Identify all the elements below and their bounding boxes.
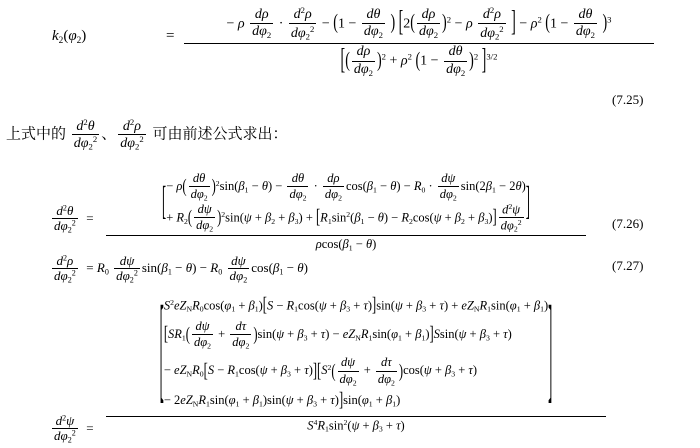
text-separator: 、 xyxy=(101,124,117,143)
equation-7-25-denominator: [( $\frac{d\rho}{d\varphi 2}$ )$^2 + \rho^2$ (1 − $\frac{d\theta}{d\varphi 2}$ )$^2$ ]$^{3/2}$ xyxy=(184,43,654,78)
equation-7-28-line-1: $S^2eZNR0\cos(\varphi 1 + \beta 1)[S - R1\cos(\psi + \beta 3 + \tau)]\sin(\psi + \beta 3 + \tau)$ + eZNR1sin(φ1 + β1) xyxy=(163,293,549,317)
equation-7-28-denominator: $S^4R1\sin^2(\psi + \beta 3 + \tau)$ xyxy=(106,416,606,434)
equation-7-28-line-2: [SR1( $\frac{d\psi}{d\varphi 2}$ + $\frac{d\tau}{d\varphi 2}$ )sin(ψ + β3 + τ) − eZNR1sin(φ1 + β1)]Ssin(ψ + β3 + τ) xyxy=(163,318,512,351)
equation-7-26-numerator: [ − ρ( $\frac{d\theta}{d\varphi 2}$ )$^2$sin(β1 − θ) − $\frac{d\theta}{d\varphi 2}$ · $\frac{d\rho}{d\varphi 2}$ cos(β1 − θ) − R0 · $\frac{d\psi}{d\varphi 2}$ sin(2β1 − 2θ) + R2( $\frac{d\psi}{d\varphi 2}$ )$^2\sin(\psi + \beta 2 + \beta 3) + [R1\sin^2(\beta 1 - \theta) - R2\cos(\psi + \beta 2 + \beta 3)]$ $\frac{d^2\psi}{d\varphi 2^2}$ ] xyxy=(162,171,530,234)
equation-7-26-body xyxy=(106,172,586,252)
equation-7-28-body xyxy=(106,282,606,434)
equation-7-26-lhs: $\frac{d^2\theta}{d\varphi 2^2}$ = xyxy=(54,203,94,235)
text-suffix: 可由前述公式求出： xyxy=(152,124,288,143)
equation-7-25-numerator: − ρ $\frac{d\rho}{d\varphi 2}$ · $\frac{d^2\rho}{d\varphi 2^2}$ − (1 − $\frac{d\theta}{d\varphi 2}$ ) [2( $\frac{d\rho}{d\varphi 2}$ )$^2$ − ρ $\frac{d^2\rho}{d\varphi 2^2}$ ] − $\rho^2$ (1 − $\frac{d\theta}{d\varphi 2}$ )$^3$ xyxy=(226,5,612,42)
equation-7-28-line-4: − 2eZNR1sin(φ1 + β1)sin(ψ + β3 + τ)]sin(φ1 + β1) xyxy=(163,388,401,412)
equation-7-27: $\frac{d^2\rho}{d\varphi 2^2}$ = R0 $\frac{d\psi}{d\varphi 2^2}$ sin(β1 − θ) − R0 $\frac{d\psi}{d\varphi 2}$ cos(β1 − θ) xyxy=(54,253,309,285)
text-prefix: 上式中的 xyxy=(6,124,67,143)
equation-7-28-line-3: − eZNR0[S − $R1\cos(\psi + \beta 3 + \tau)][S^2$( $\frac{d\psi}{d\varphi 2}$ + $\frac{d\tau}{d\varphi 2}$ )cos(ψ + β3 + τ) xyxy=(163,355,478,388)
equation-tag-7-26: (7.26) xyxy=(612,216,644,231)
equation-7-25-body xyxy=(184,6,654,78)
equation-7-26-denominator: ρcos(β1 − θ) xyxy=(106,235,586,252)
equation-7-28-numerator: [ $S^2eZNR0\cos(\varphi 1 + \beta 1)[S - R1\cos(\psi + \beta 3 + \tau)]\sin(\psi + \beta 3 + \tau)$ + eZNR1sin(φ1 + β1) [SR1( $\frac{d\psi}{d\varphi 2}$ + $\frac{d\tau}{d\varphi 2}$ )sin(ψ + β3 + τ) − eZNR1sin(φ1 + β1)]Ssin(ψ + β3 + τ) − eZNR0[S − $R1\cos(\psi + \beta 3 + \tau)][S^2$( $\frac{d\psi}{d\varphi 2}$ + $\frac{d\tau}{d\varphi 2}$ )cos(ψ + β3 + τ) − 2eZNR1sin(φ1 + β1)sin(ψ + β3 + τ)]sin(φ1 + β1) ] xyxy=(159,282,553,416)
explanatory-text-line: 上式中的 $\frac{d^2\theta}{d\varphi 2^2}$ 、 $\frac{d^2\rho}{d\varphi 2^2}$ 可由前述公式求出： xyxy=(6,117,288,152)
equation-7-28-lhs: $\frac{d^2\psi}{d\varphi 2^2}$ = xyxy=(54,413,94,445)
equals-sign: = xyxy=(166,28,175,44)
equation-tag-7-27: (7.27) xyxy=(612,258,644,273)
equation-tag-7-25: (7.25) xyxy=(612,92,644,107)
equation-7-25-lhs: k2(φ2) xyxy=(52,28,87,46)
